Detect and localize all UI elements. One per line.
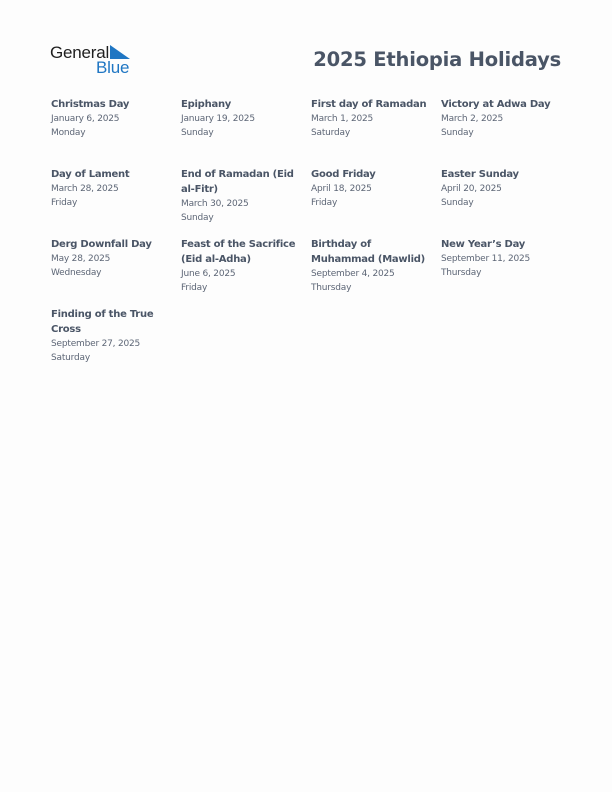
- holiday-date: September 27, 2025: [51, 339, 141, 349]
- holiday-name: End of Ramadan (Eid al-Fitr): [181, 169, 294, 195]
- holiday-date: April 18, 2025: [311, 184, 372, 194]
- holiday-date: March 30, 2025: [181, 199, 249, 209]
- holiday-weekday: Friday: [51, 198, 78, 208]
- holiday-name: Epiphany: [181, 99, 232, 110]
- holiday-grid: [51, 97, 571, 377]
- general-blue-logo: [50, 44, 140, 78]
- holiday-item: [441, 237, 571, 307]
- holiday-name: Easter Sunday: [441, 169, 519, 180]
- holiday-date: March 2, 2025: [441, 114, 504, 124]
- holiday-date: January 6, 2025: [51, 114, 120, 124]
- holiday-item: [51, 167, 181, 237]
- logo-word-general: General: [50, 43, 110, 62]
- holiday-weekday: Sunday: [181, 128, 214, 138]
- holiday-date: January 19, 2025: [181, 114, 255, 124]
- holiday-item: [311, 237, 441, 307]
- holiday-item: [51, 307, 181, 377]
- holiday-weekday: Saturday: [311, 128, 350, 138]
- holiday-weekday: Monday: [51, 128, 86, 138]
- holiday-date: March 1, 2025: [311, 114, 374, 124]
- holiday-weekday: Saturday: [51, 353, 90, 363]
- holiday-name: Christmas Day: [51, 99, 130, 110]
- holiday-item: [51, 97, 181, 167]
- holiday-date: May 28, 2025: [51, 254, 111, 264]
- holiday-name: Finding of the True Cross: [51, 309, 154, 335]
- holiday-weekday: Sunday: [441, 128, 474, 138]
- holiday-item: [441, 97, 571, 167]
- holiday-name: Good Friday: [311, 169, 376, 180]
- holiday-weekday: Friday: [311, 198, 338, 208]
- holiday-name: Derg Downfall Day: [51, 239, 152, 250]
- holiday-weekday: Friday: [181, 283, 208, 293]
- holiday-item: [181, 237, 311, 307]
- holiday-weekday: Sunday: [181, 213, 214, 223]
- holiday-name: New Year’s Day: [441, 239, 526, 250]
- logo-word-blue: Blue: [96, 58, 130, 77]
- holiday-weekday: Thursday: [311, 283, 352, 293]
- holiday-date: April 20, 2025: [441, 184, 502, 194]
- holiday-date: September 11, 2025: [441, 254, 531, 264]
- holiday-name: Victory at Adwa Day: [441, 99, 551, 110]
- holiday-weekday: Sunday: [441, 198, 474, 208]
- holiday-name: First day of Ramadan: [311, 99, 427, 110]
- holiday-name: Birthday of Muhammad (Mawlid): [311, 239, 426, 265]
- holiday-weekday: Thursday: [441, 268, 482, 278]
- holiday-item: [181, 97, 311, 167]
- triangle-flag-icon: [110, 45, 130, 59]
- holiday-name: Day of Lament: [51, 169, 130, 180]
- holiday-item: [181, 167, 311, 237]
- page-title: 2025 Ethiopia Holidays: [313, 48, 561, 71]
- holiday-item: [51, 237, 181, 307]
- holiday-date: September 4, 2025: [311, 269, 395, 279]
- holiday-date: June 6, 2025: [181, 269, 236, 279]
- holiday-item: [311, 167, 441, 237]
- holiday-item: [311, 97, 441, 167]
- holiday-date: March 28, 2025: [51, 184, 119, 194]
- holiday-item: [441, 167, 571, 237]
- holiday-weekday: Wednesday: [51, 268, 102, 278]
- holiday-name: Feast of the Sacrifice (Eid al-Adha): [181, 239, 296, 265]
